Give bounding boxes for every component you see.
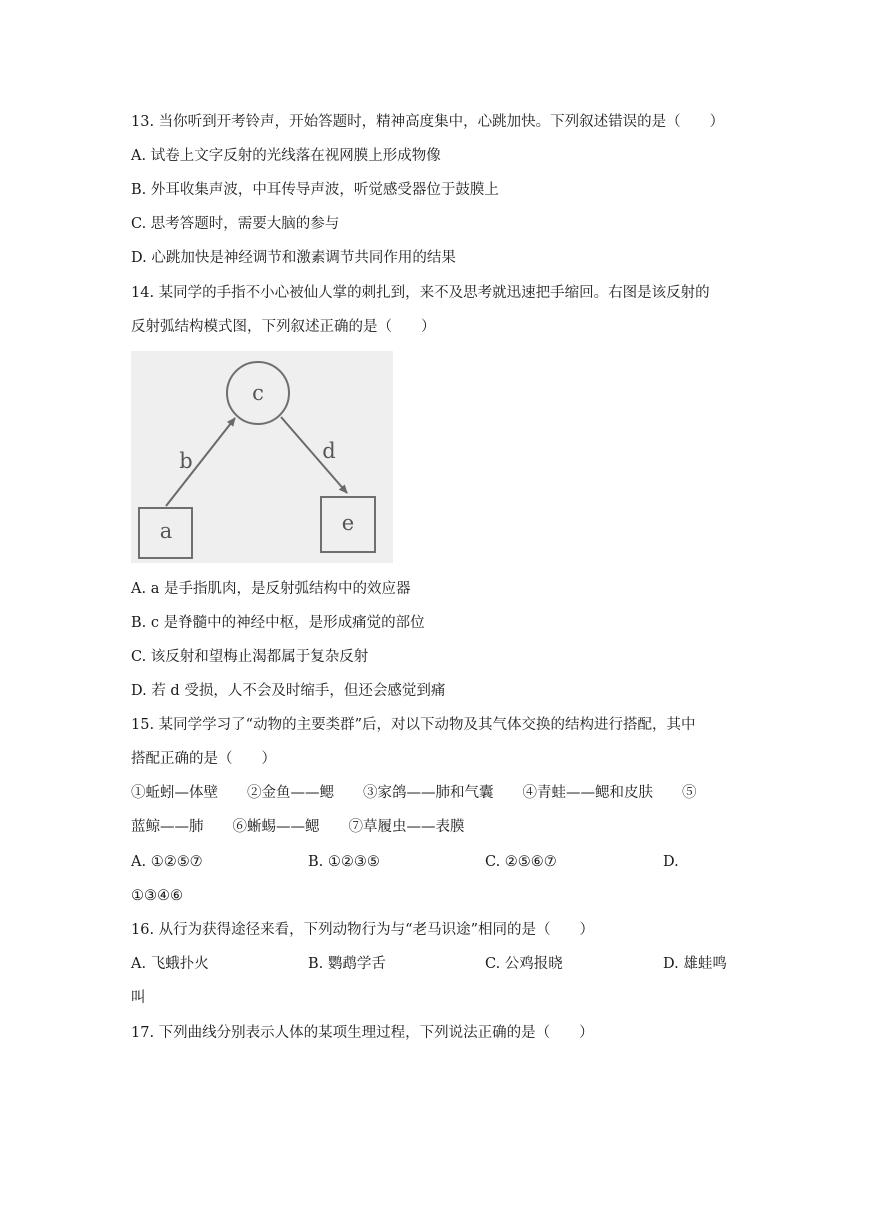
q15-option-c: C. ②⑤⑥⑦	[485, 854, 557, 870]
label-c: c	[252, 381, 264, 405]
q14-option-a: A. a 是手指肌肉，是反射弧结构中的效应器	[131, 581, 411, 597]
q13-option-a: A. 试卷上文字反射的光线落在视网膜上形成物像	[131, 148, 441, 164]
label-a: a	[159, 519, 173, 543]
label-d: d	[322, 439, 336, 463]
q15-items-line1: ①蚯蚓—体壁 ②金鱼——鳃 ③家鸽——肺和气囊 ④青蛙——鳃和皮肤 ⑤	[131, 785, 697, 801]
label-e: e	[341, 511, 355, 535]
q15-option-d: D.	[663, 854, 679, 870]
q14-option-b: B. c 是脊髓中的神经中枢，是形成痛觉的部位	[131, 615, 425, 631]
q14-option-c: C. 该反射和望梅止渴都属于复杂反射	[131, 649, 369, 665]
q15-items-line2: 蓝鲸——肺 ⑥蜥蜴——鳃 ⑦草履虫——表膜	[131, 819, 465, 835]
q14-option-d: D. 若 d 受损，人不会及时缩手，但还会感觉到痛	[131, 683, 446, 699]
q13-option-b: B. 外耳收集声波，中耳传导声波，听觉感受器位于鼓膜上	[131, 182, 499, 198]
reflex-arc-figure	[131, 351, 393, 563]
q15-stem-line2: 搭配正确的是（ ）	[131, 751, 276, 767]
q14-stem-line2: 反射弧结构模式图，下列叙述正确的是（ ）	[131, 319, 436, 335]
q16-option-a: A. 飞蛾扑火	[131, 956, 209, 972]
q16-option-d: D. 雄蛙鸣	[663, 956, 727, 972]
label-b: b	[179, 449, 193, 473]
q15-option-b: B. ①②③⑤	[308, 854, 380, 870]
q17-stem: 17. 下列曲线分别表示人体的某项生理过程，下列说法正确的是（ ）	[131, 1025, 594, 1041]
q15-option-a: A. ①②⑤⑦	[131, 854, 203, 870]
q16-stem: 16. 从行为获得途径来看，下列动物行为与“老马识途”相同的是（ ）	[131, 922, 594, 938]
q13-stem: 13. 当你听到开考铃声，开始答题时，精神高度集中，心跳加快。下列叙述错误的是（ ）	[131, 114, 725, 130]
q13-option-c: C. 思考答题时，需要大脑的参与	[131, 216, 340, 232]
q16-option-b: B. 鹦鹉学舌	[308, 956, 386, 972]
q16-option-c: C. 公鸡报晓	[485, 956, 563, 972]
q14-stem-line1: 14. 某同学的手指不小心被仙人掌的刺扎到，来不及思考就迅速把手缩回。右图是该反射的	[131, 285, 710, 301]
q16-option-d-continued: 叫	[131, 990, 146, 1006]
q15-option-d-continued: ①③④⑥	[131, 888, 183, 904]
q15-stem-line1: 15. 某同学学习了“动物的主要类群”后，对以下动物及其气体交换的结构进行搭配，其中	[131, 717, 696, 733]
q13-option-d: D. 心跳加快是神经调节和激素调节共同作用的结果	[131, 250, 456, 266]
